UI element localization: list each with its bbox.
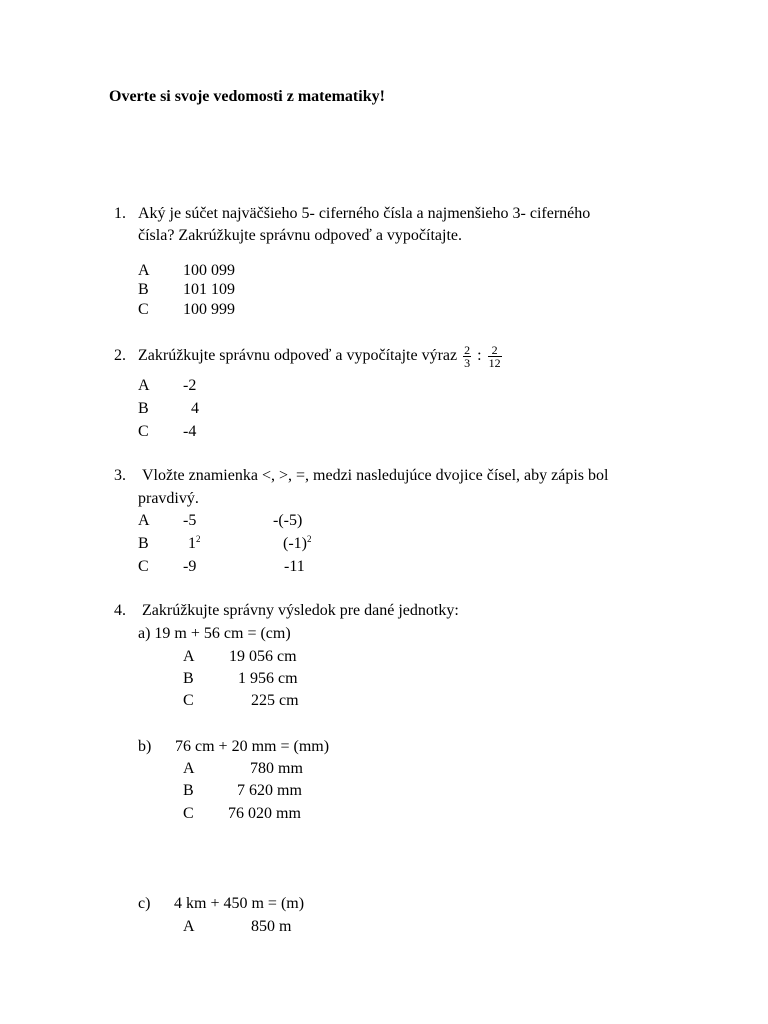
q3-row-b-right-expr	[283, 534, 311, 554]
q3-number: 3.	[114, 467, 126, 484]
q2-text-content: Zakrúžkujte správnu odpoveď a vypočítajte výraz	[138, 347, 458, 364]
q3-row-c-left: -9	[183, 558, 197, 575]
q1-option-c-value: 100 999	[183, 301, 235, 318]
q2-option-c-label: C	[138, 423, 149, 440]
q4b-option-c-value: 76 020 mm	[228, 805, 301, 822]
q4b-option-c-label: C	[183, 805, 194, 822]
q1-option-b-value: 101 109	[183, 281, 235, 298]
page-title: Overte si svoje vedomosti z matematiky!	[109, 88, 385, 105]
q2-text	[138, 340, 504, 372]
q4-number: 4.	[114, 602, 126, 619]
q1-text-line1: Aký je súčet najväčšieho 5- ciferného čísla a najmenšieho 3- ciferného	[138, 205, 591, 222]
q2-fraction-2	[488, 344, 502, 369]
q4a-option-b-label: B	[183, 670, 194, 687]
q2-option-b-label: B	[138, 400, 149, 417]
q2-fraction-1	[463, 344, 471, 369]
q3-text-line2: pravdivý.	[138, 490, 199, 507]
q3-row-c-label: C	[138, 558, 149, 575]
q3-row-c-right: -11	[284, 558, 305, 575]
q4a-option-b-value: 1 956 cm	[238, 670, 298, 687]
q2-option-a-value: -2	[183, 377, 197, 394]
q4a-option-c-label: C	[183, 692, 194, 709]
q2-colon: :	[477, 347, 482, 364]
q3-row-a-label: A	[138, 512, 150, 529]
q4c-letter: c)	[138, 895, 151, 912]
q2-fraction-1-numerator: 2	[464, 342, 471, 357]
q2-fraction-1-denominator: 3	[464, 355, 471, 370]
q4-text: Zakrúžkujte správny výsledok pre dané jednotky:	[142, 602, 459, 619]
q1-option-a-label: A	[138, 262, 150, 279]
q4b-option-a-value: 780 mm	[250, 760, 303, 777]
q3-row-b-right-exponent: 2	[306, 534, 312, 544]
q4b-letter: b)	[138, 738, 152, 755]
q4b-option-b-value: 7 620 mm	[237, 782, 302, 799]
q3-row-b-label: B	[138, 535, 149, 552]
q4a-option-a-label: A	[183, 648, 195, 665]
q4a-option-c-value: 225 cm	[251, 692, 299, 709]
q4a-option-a-value: 19 056 cm	[229, 648, 297, 665]
q2-fraction-2-denominator: 12	[488, 355, 501, 370]
q2-option-b-value: 4	[191, 400, 199, 417]
q1-option-b-label: B	[138, 281, 149, 298]
q4c-prompt: 4 km + 450 m = (m)	[174, 895, 305, 912]
q3-row-a-left: -5	[183, 512, 197, 529]
q4b-prompt: 76 cm + 20 mm = (mm)	[175, 738, 330, 755]
q3-text-line1: Vložte znamienka <, >, =, medzi nasledujúce dvojice čísel, aby zápis bol	[142, 467, 609, 484]
q4a-prompt: a) 19 m + 56 cm = (cm)	[138, 625, 291, 642]
q4c-option-a-value: 850 m	[251, 918, 292, 935]
q2-number: 2.	[114, 347, 126, 364]
q4c-option-a-label: A	[183, 918, 195, 935]
q3-row-b-left: 1	[188, 535, 196, 552]
q4b-option-a-label: A	[183, 760, 195, 777]
q3-row-b-left-expr	[188, 534, 201, 554]
q1-option-a-value: 100 099	[183, 262, 235, 279]
q2-option-c-value: -4	[183, 423, 197, 440]
q3-row-a-right: -(-5)	[273, 512, 303, 529]
q1-option-c-label: C	[138, 301, 149, 318]
q2-fraction-2-numerator: 2	[488, 344, 502, 357]
q3-row-b-left-exponent: 2	[196, 534, 201, 544]
q4b-option-b-label: B	[183, 782, 194, 799]
q2-option-a-label: A	[138, 377, 150, 394]
q3-row-b-right: (-1)	[283, 535, 307, 552]
q1-number: 1.	[114, 205, 126, 222]
q1-text-line2: čísla? Zakrúžkujte správnu odpoveď a vypočítajte.	[138, 227, 463, 244]
